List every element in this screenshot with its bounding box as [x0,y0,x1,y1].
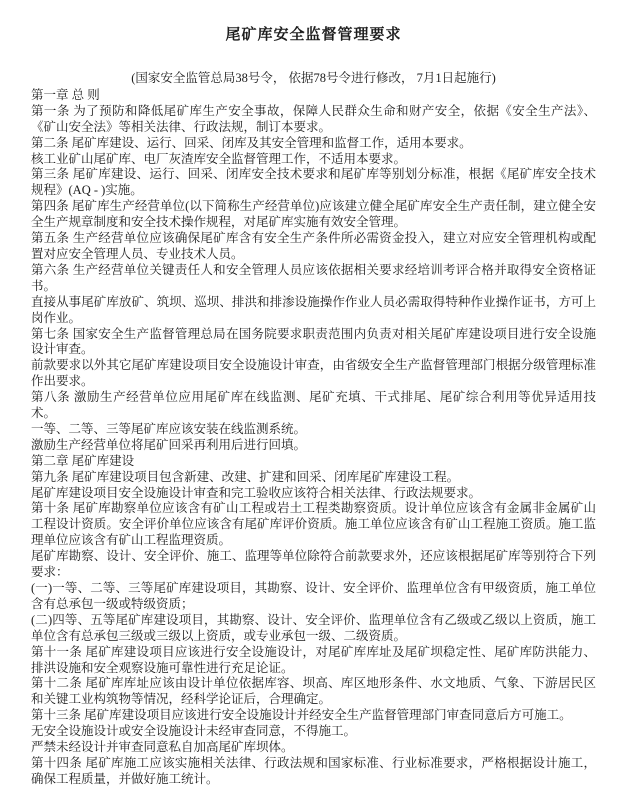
paragraph: (一)一等、二等、三等尾矿库建设项目，其勘察、设计、安全评价、监理单位含有甲级资质，施工单位含有总承包一级或特级资质； [31,581,596,611]
document-body [31,88,596,788]
paragraph: 第二条 尾矿库建设、运行、回采、闭库及其安全管理和监督工作，适用本要求。 [31,135,472,150]
paragraph: 第十二条 尾矿库库址应该由设计单位依据库容、坝高、库区地形条件、水文地质、气象、下游居民区和关键工业构筑物等情况，经科学论证后，合理确定。 [31,676,596,707]
paragraph: 核工业矿山尾矿库、电厂灰渣库安全监督管理工作，不适用本要求。 [31,151,407,166]
paragraph: 严禁未经设计并审查同意私自加高尾矿库坝体。 [31,740,294,755]
paragraph: 第一条 为了预防和降低尾矿库生产安全事故，保障人民群众生命和财产安全，依据《安全生产法》、《矿山安全法》等相关法律、行政法规，制订本要求。 [31,103,596,134]
paragraph: 第七条 国家安全生产监督管理总局在国务院要求职责范围内负责对相关尾矿库建设项目进行安全设施设计审查。 [31,326,596,357]
paragraph: 尾矿库建设项目安全设施设计审查和完工验收应该符合相关法律、行政法规要求。 [31,485,482,500]
paragraph: 第九条 尾矿库建设项目包含新建、改建、扩建和回采、闭库尾矿库建设工程。 [31,469,460,484]
paragraph: 第五条 生产经营单位应该确保尾矿库含有安全生产条件所必需资金投入，建立对应安全管理机构或配置对应安全管理人员、专业技术人员。 [31,231,596,261]
paragraph: 直接从事尾矿库放矿、筑坝、巡坝、排洪和排渗设施操作作业人员必需取得特种作业操作证书，方可上岗作业。 [31,294,596,325]
paragraph: 第十三条 尾矿库建设项目应该进行安全设施设计并经安全生产监督管理部门审查同意后方可施工。 [31,708,572,723]
paragraph: 第十条 尾矿库勘察单位应该含有矿山工程或岩土工程类勘察资质。设计单位应该含有金属非金属矿山工程设计资质。安全评价单位应该含有尾矿库评价资质。施工单位应该含有矿山工程施工资质。施工监理单位应该含有矿山工程监理资质。 [31,501,596,548]
paragraph: 第十一条 尾矿库建设项目应该进行安全设施设计，对尾矿库库址及尾矿坝稳定性、尾矿库防洪能力、排洪设施和安全观察设施可靠性进行充足论证。 [31,644,596,675]
paragraph: 第四条 尾矿库生产经营单位(以下简称生产经营单位)应该建立健全尾矿库安全生产责任制，建立健全安全生产规章制度和安全技术操作规程，对尾矿库实施有效安全管理。 [31,199,596,230]
paragraph: 激励生产经营单位将尾矿回采再利用后进行回填。 [31,437,307,452]
document-title: 尾矿库安全监督管理要求 [225,27,402,43]
paragraph: 一等、二等、三等尾矿库应该安装在线监测系统。 [31,421,307,436]
paragraph: 第十四条 尾矿库施工应该实施相关法律、行政法规和国家标准、行业标准要求，严格根据设计施工，确保工程质量，并做好施工统计。 [31,755,596,786]
paragraph: 第三条 尾矿库建设、运行、回采、闭库安全技术要求和尾矿库等别划分标准，根据《尾矿库安全技术规程》(AQ - )实施。 [31,167,596,198]
chapter-heading: 第一章 总 则 [31,87,100,102]
paragraph: 第八条 激励生产经营单位应用尾矿库在线监测、尾矿充填、干式排尾、尾矿综合利用等优异适用技术。 [31,390,596,421]
paragraph: 第六条 生产经营单位关键责任人和安全管理人员应该依据相关要求经培训考评合格并取得安全资格证书。 [31,262,596,293]
paragraph: (二)四等、五等尾矿库建设项目，其勘察、设计、安全评价、监理单位含有乙级或乙级以上资质，施工单位含有总承包三级或三级以上资质，或专业承包一级、二级资质。 [31,612,596,643]
document-subtitle: (国家安全监管总局38号令， 依据78号令进行修改， 7月1日起施行) [131,71,496,85]
paragraph: 前款要求以外其它尾矿库建设项目安全设施设计审查，由省级安全生产监督管理部门根据分级管理标准作出要求。 [31,358,596,389]
paragraph: 无安全设施设计或安全设施设计未经审查同意，不得施工。 [31,724,357,739]
paragraph: 尾矿库勘察、设计、安全评价、施工、监理等单位除符合前款要求外，还应该根据尾矿库等别符合下列要求： [31,549,596,580]
chapter-heading: 第二章 尾矿库建设 [31,453,135,468]
